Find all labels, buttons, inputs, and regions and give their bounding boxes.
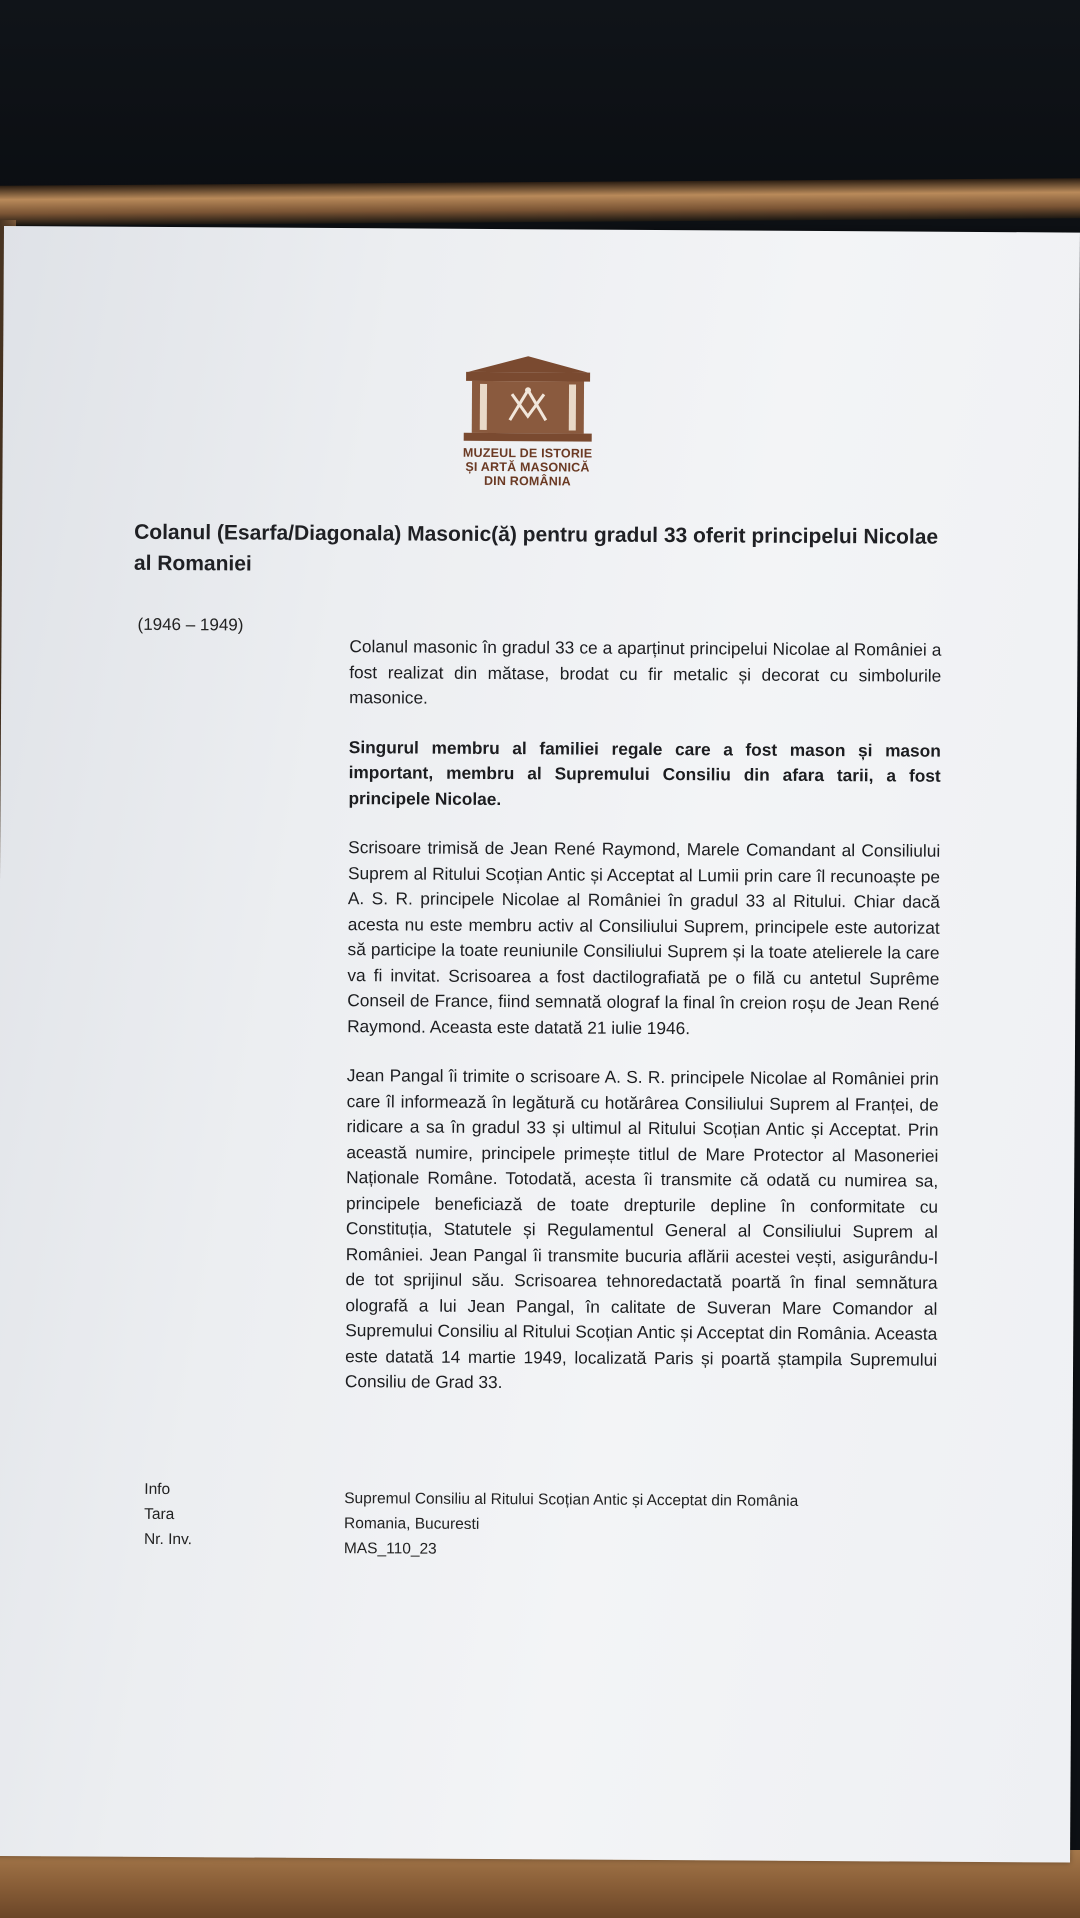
body-paragraph-bold: Singurul membru al familiei regale care a fost mason și mason important, membru al Supremului Consiliu din afara tarii, a fost principele Nicolae. bbox=[348, 736, 941, 809]
info-values bbox=[344, 1486, 798, 1564]
info-labels bbox=[144, 1477, 192, 1552]
temple-square-compass-icon bbox=[462, 354, 595, 447]
logo-text-line2: ȘI ARTĂ MASONICĂ bbox=[465, 459, 590, 475]
document-body bbox=[345, 634, 942, 1422]
logo-text-line3: DIN ROMÂNIA bbox=[483, 473, 571, 489]
country-label: Tara bbox=[144, 1505, 175, 1524]
body-paragraph: Scrisoare trimisă de Jean René Raymond, Marele Comandant al Consiliului Suprem al Ritului Scoțian Antic și Acceptat al Lumii prin care îl recunoaște pe A. S. R. principele Nicolae al României în gradul 33 al Ritului. Chiar dacă acesta nu este membru activ al Consiliului Suprem, principele este autorizat să participe la toate reuniunile Consiliului Suprem și la toate atelierele la care va fi invitat. Scrisoarea a fost dactilografiată pe o filă cu antetul Suprême Conseil de France, fiind semnată olograf la final în creion roșu de Jean René Raymond. Aceasta este datată 21 iulie 1946. bbox=[347, 837, 941, 1038]
body-paragraph: Colanul masonic în gradul 33 ce a aparținut principelui Nicolae al României a fost realizat din mătase, brodat cu fir metalic și decorat cu simbolurile masonice. bbox=[349, 636, 942, 708]
info-value: Supremul Consiliu al Ritului Scoțian Antic și Acceptat din România bbox=[344, 1490, 799, 1510]
info-label: Info bbox=[144, 1480, 171, 1499]
inventory-number-label: Nr. Inv. bbox=[143, 1530, 192, 1549]
document-title: Colanul (Esarfa/Diagonala) Masonic(ă) pentru gradul 33 oferit principelui Nicolae al Romaniei bbox=[133, 520, 939, 576]
dark-background bbox=[0, 0, 1080, 205]
museum-logo bbox=[452, 354, 603, 500]
date-range: (1946 – 1949) bbox=[137, 614, 244, 635]
body-paragraph: Jean Pangal îi trimite o scrisoare A. S. R. principele Nicolae al României prin care îl informează în legătură cu hotărârea Consiliului Suprem al Franței, de ridicare a sa în gradul 33 și ultimul al Ritului Scoțian Antic și Acceptat. Prin această numire, principele primește titlul de Mare Protector al Masoneriei Naționale Române. Totodată, acesta îi transmite că odată cu numirea sa, principele beneficiază de toate drepturile depline în conformitate cu Constituția, Statutele și Regulamentul General al Consiliului Suprem al României. Jean Pangal îi transmite bucuria aflării acestei vești, asigurându-l de tot sprijinul său. Scrisoarea tehnoredactată poartă în final semnătura olografă a lui Jean Pangal, în calitate de Suveran Mare Comandor al Supremului Consiliu al Ritului Scoțian Antic și Acceptat din România. Aceasta este datată 14 martie 1949, localizată Paris și poartă ștampila Supremului Consiliu de Grad 33. bbox=[344, 1065, 939, 1393]
museum-info-sheet bbox=[0, 226, 1080, 1863]
country-value: Romania, Bucuresti bbox=[344, 1515, 480, 1533]
logo-text-line1: MUZEUL DE ISTORIE bbox=[462, 445, 593, 461]
display-case-wood-edge bbox=[0, 178, 1080, 226]
inventory-number-value: MAS_110_23 bbox=[343, 1540, 437, 1558]
